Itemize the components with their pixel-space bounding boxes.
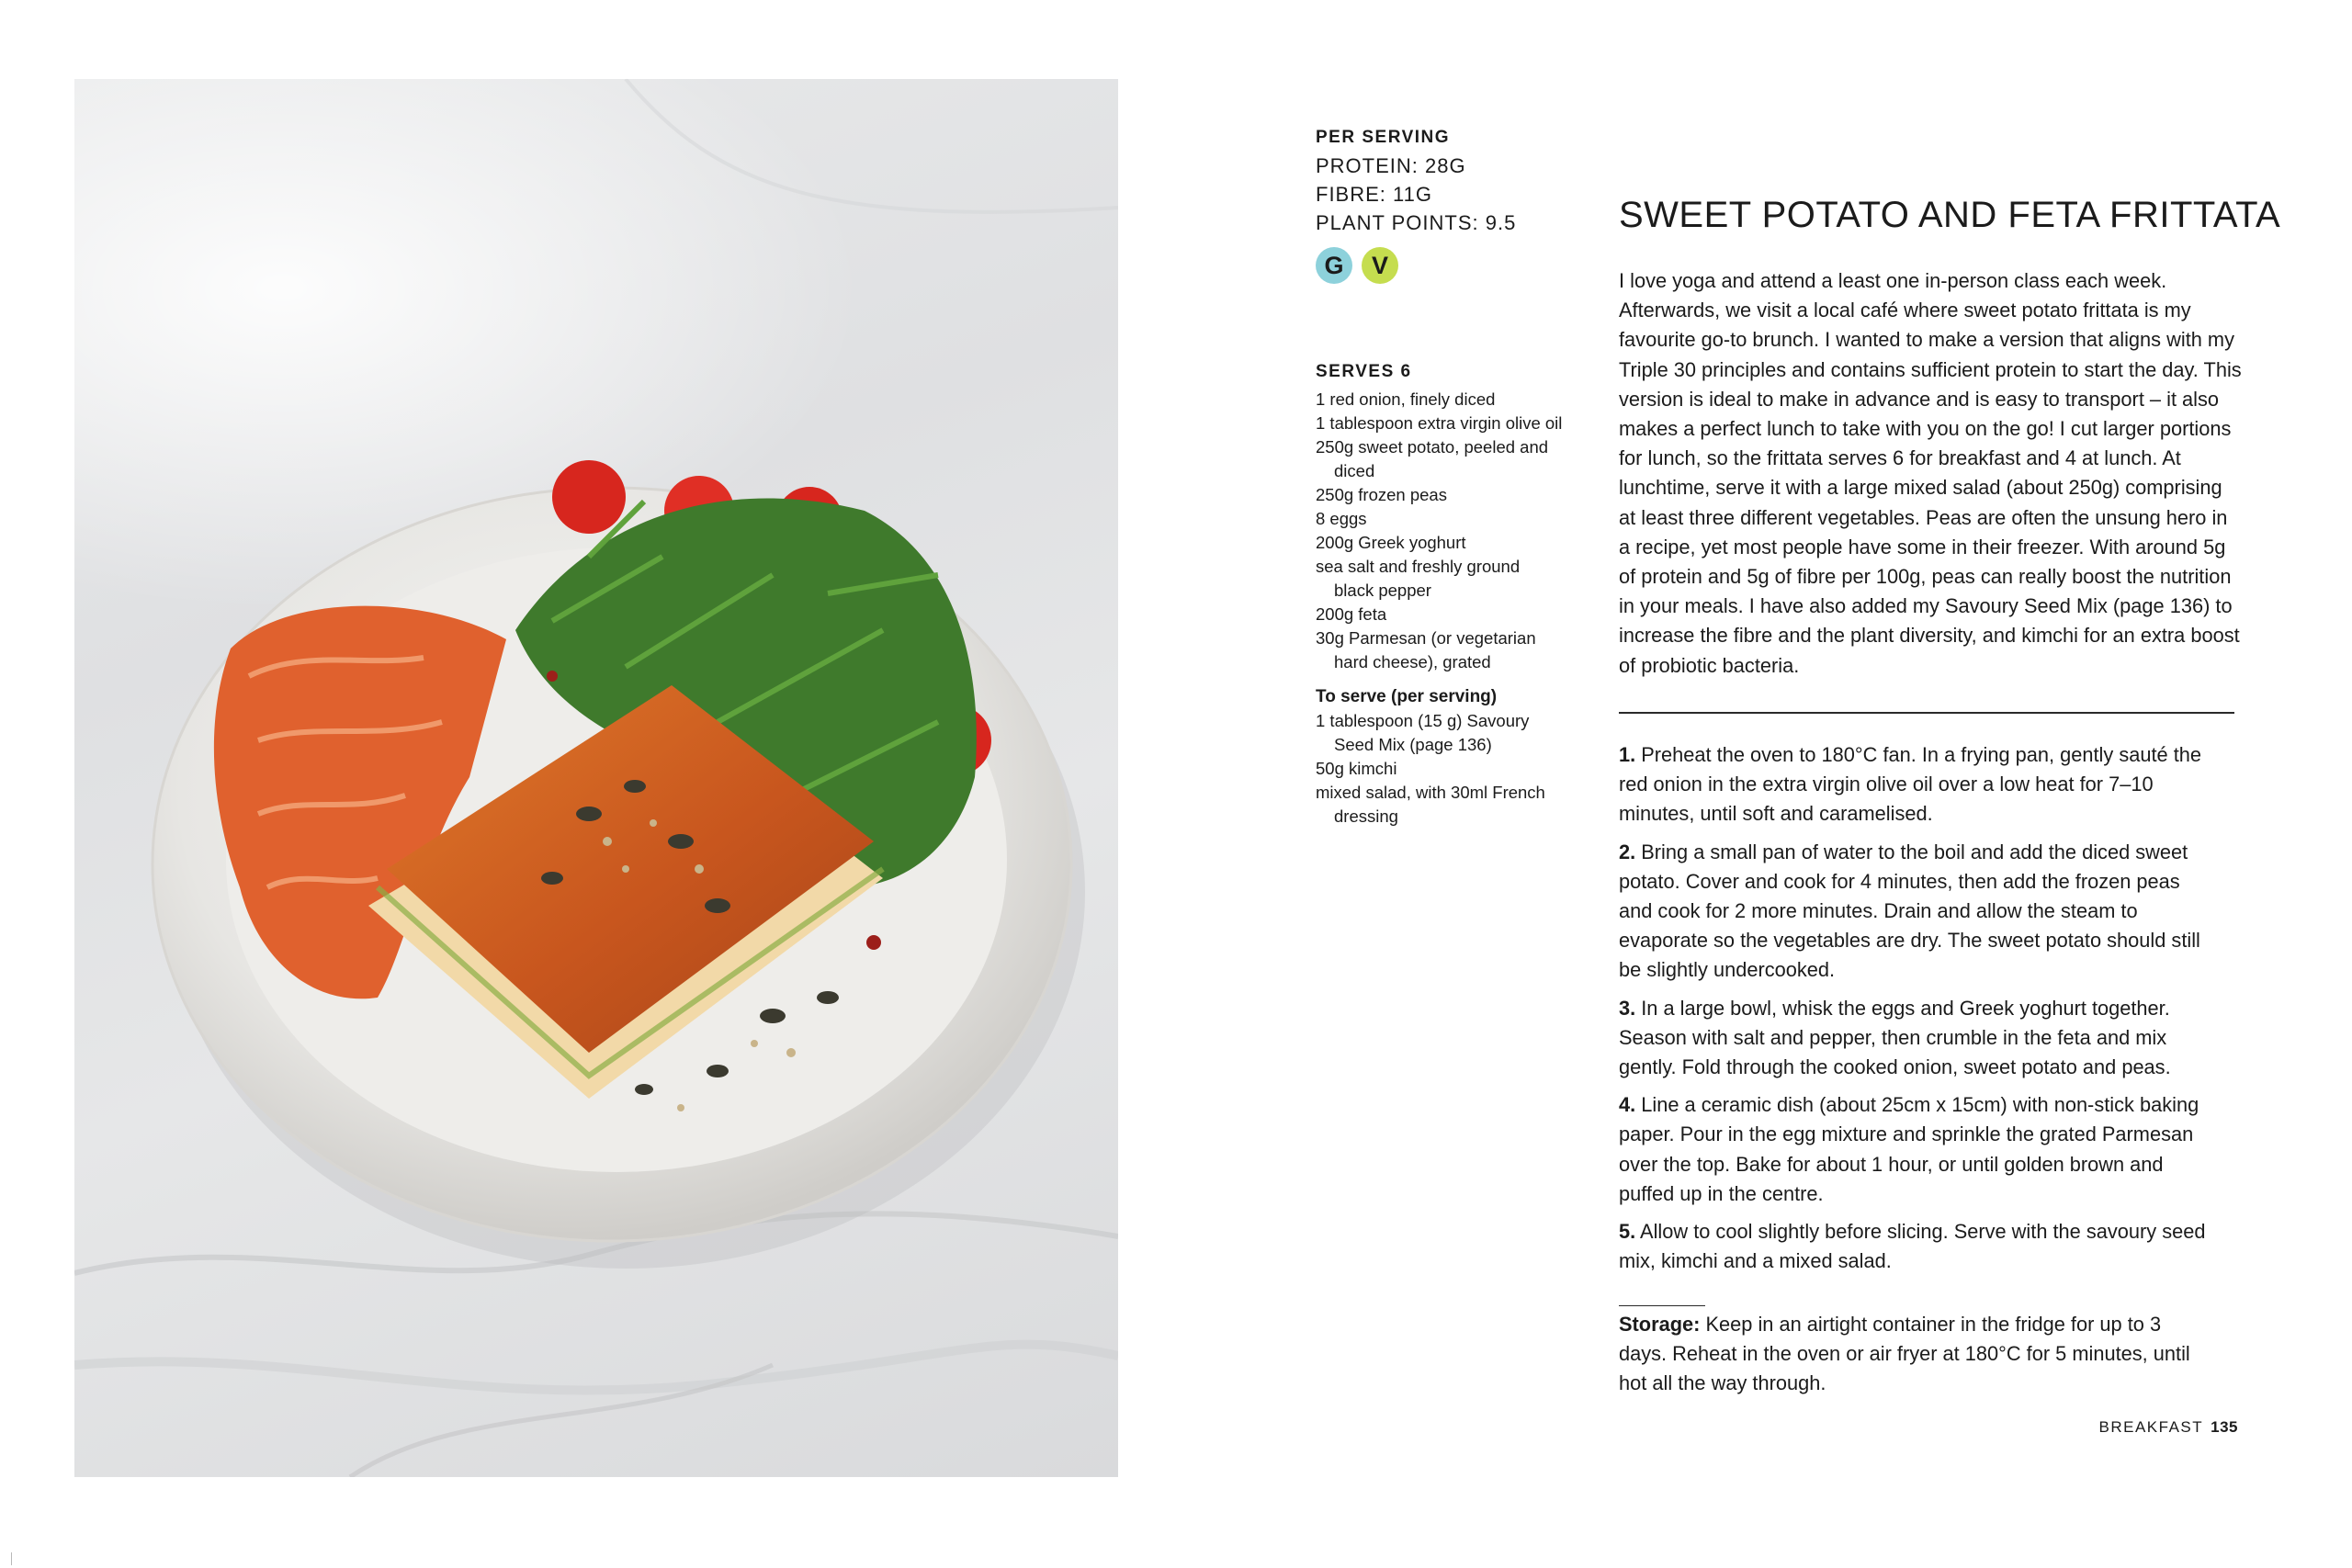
storage-text: Keep in an airtight container in the fridge for up to 3 days. Reheat in the oven or air fryer at 180°C for 5 minutes, until hot all the way through. <box>1619 1313 2190 1395</box>
storage-label: Storage: <box>1619 1313 1701 1336</box>
ingredient-item: 200g Greek yoghurt <box>1316 533 1466 552</box>
to-serve-heading: To serve (per serving) <box>1316 687 1498 706</box>
ingredient-list <box>1316 388 1564 674</box>
step-number: 4. <box>1619 1093 1636 1117</box>
ingredient-item: 250g frozen peas <box>1316 485 1447 504</box>
nutrition-title: PER SERVING <box>1316 128 1451 147</box>
to-serve-list <box>1316 709 1564 829</box>
diet-badges <box>1316 247 1555 284</box>
step-text: In a large bowl, whisk the eggs and Greek yoghurt together. Season with salt and pepper, then crumble in the feta and mix gently. Fold through the cooked onion, sweet potato and peas. <box>1619 996 2171 1079</box>
serve-item: 50g kimchi <box>1316 759 1397 778</box>
ingredient-item: 1 tablespoon extra virgin olive oil <box>1316 413 1563 433</box>
recipe-title: SWEET POTATO AND FETA FRITTATA <box>1619 195 2281 235</box>
step-number: 5. <box>1619 1220 1636 1244</box>
ingredient-item: 30g Parmesan (or vegetarian hard cheese), grated <box>1316 628 1536 671</box>
ingredient-item: 250g sweet potato, peeled and diced <box>1316 437 1549 480</box>
method-step <box>1619 1090 2207 1209</box>
page-footer <box>2076 1418 2238 1437</box>
ingredients-panel <box>1316 360 1564 829</box>
plant-points-value: PLANT POINTS: 9.5 <box>1316 211 1517 234</box>
ingredient-item: 1 red onion, finely diced <box>1316 389 1496 409</box>
ingredient-item: 200g feta <box>1316 604 1387 624</box>
step-text: Allow to cool slightly before slicing. Serve with the savoury seed mix, kimchi and a mixed salad. <box>1619 1220 2206 1273</box>
storage-note <box>1619 1310 2207 1399</box>
page-edge-mark <box>11 1552 12 1565</box>
ingredient-item: sea salt and freshly ground black pepper <box>1316 557 1521 600</box>
method-step <box>1619 1217 2207 1276</box>
section-name: BREAKFAST <box>2098 1418 2204 1436</box>
method-step <box>1619 740 2207 829</box>
serve-item: 1 tablespoon (15 g) Savoury Seed Mix (page 136) <box>1316 711 1530 754</box>
method-steps <box>1619 740 2207 1284</box>
recipe-intro: I love yoga and attend a least one in-person class each week. Afterwards, we visit a local café where sweet potato frittata is my favourite go-to brunch. I wanted to make a version that aligns with my Triple 30 principles and contains sufficient protein to start the day. This version is ideal to make in advance and is easy to transport – it also makes a perfect lunch to take with you on the go! I cut larger portions for lunch, so the frittata serves 6 for breakfast and 4 at lunch. At lunchtime, serve it with a large mixed salad (about 250g) comprising at least three different vegetables. Peas are often the unsung hero in a recipe, yet most people have some in their freezer. With around 5g of protein and 5g of fibre per 100g, peas can really boost the nutrition in your meals. I have also added my Savoury Seed Mix (page 136) to increase the fibre and the plant diversity, and kimchi for an extra boost of probiotic bacteria. <box>1619 269 2242 677</box>
gluten-free-badge: G <box>1316 247 1352 284</box>
step-text: Bring a small pan of water to the boil and add the diced sweet potato. Cover and cook for 4 minutes, then add the frozen peas and cook for 2 more minutes. Drain and allow the steam to evaporate so the vegetables are dry. The sweet potato should still be slightly undercooked. <box>1619 840 2200 982</box>
step-number: 2. <box>1619 840 1636 863</box>
nutrition-panel <box>1316 123 1555 284</box>
step-number: 1. <box>1619 743 1636 766</box>
ingredient-item: 8 eggs <box>1316 509 1367 528</box>
method-step <box>1619 838 2207 986</box>
storage-divider <box>1619 1305 1705 1306</box>
step-text: Line a ceramic dish (about 25cm x 15cm) with non-stick baking paper. Pour in the egg mixture and sprinkle the grated Parmesan over the top. Bake for about 1 hour, or until golden brown and puffed up in the centre. <box>1619 1093 2199 1205</box>
protein-value: PROTEIN: 28G <box>1316 154 1466 177</box>
frittata-plate-illustration <box>74 79 1118 1477</box>
vegetarian-badge: V <box>1362 247 1398 284</box>
method-step <box>1619 994 2207 1083</box>
serve-item: mixed salad, with 30ml French dressing <box>1316 783 1545 826</box>
step-text: Preheat the oven to 180°C fan. In a frying pan, gently sauté the red onion in the extra virgin olive oil over a low heat for 7–10 minutes, until soft and caramelised. <box>1619 743 2201 826</box>
section-divider <box>1619 712 2234 714</box>
step-number: 3. <box>1619 996 1636 1020</box>
fibre-value: FIBRE: 11G <box>1316 183 1432 206</box>
recipe-photo <box>74 79 1118 1477</box>
page-number: 135 <box>2211 1418 2238 1436</box>
serves-heading: SERVES 6 <box>1316 362 1412 381</box>
